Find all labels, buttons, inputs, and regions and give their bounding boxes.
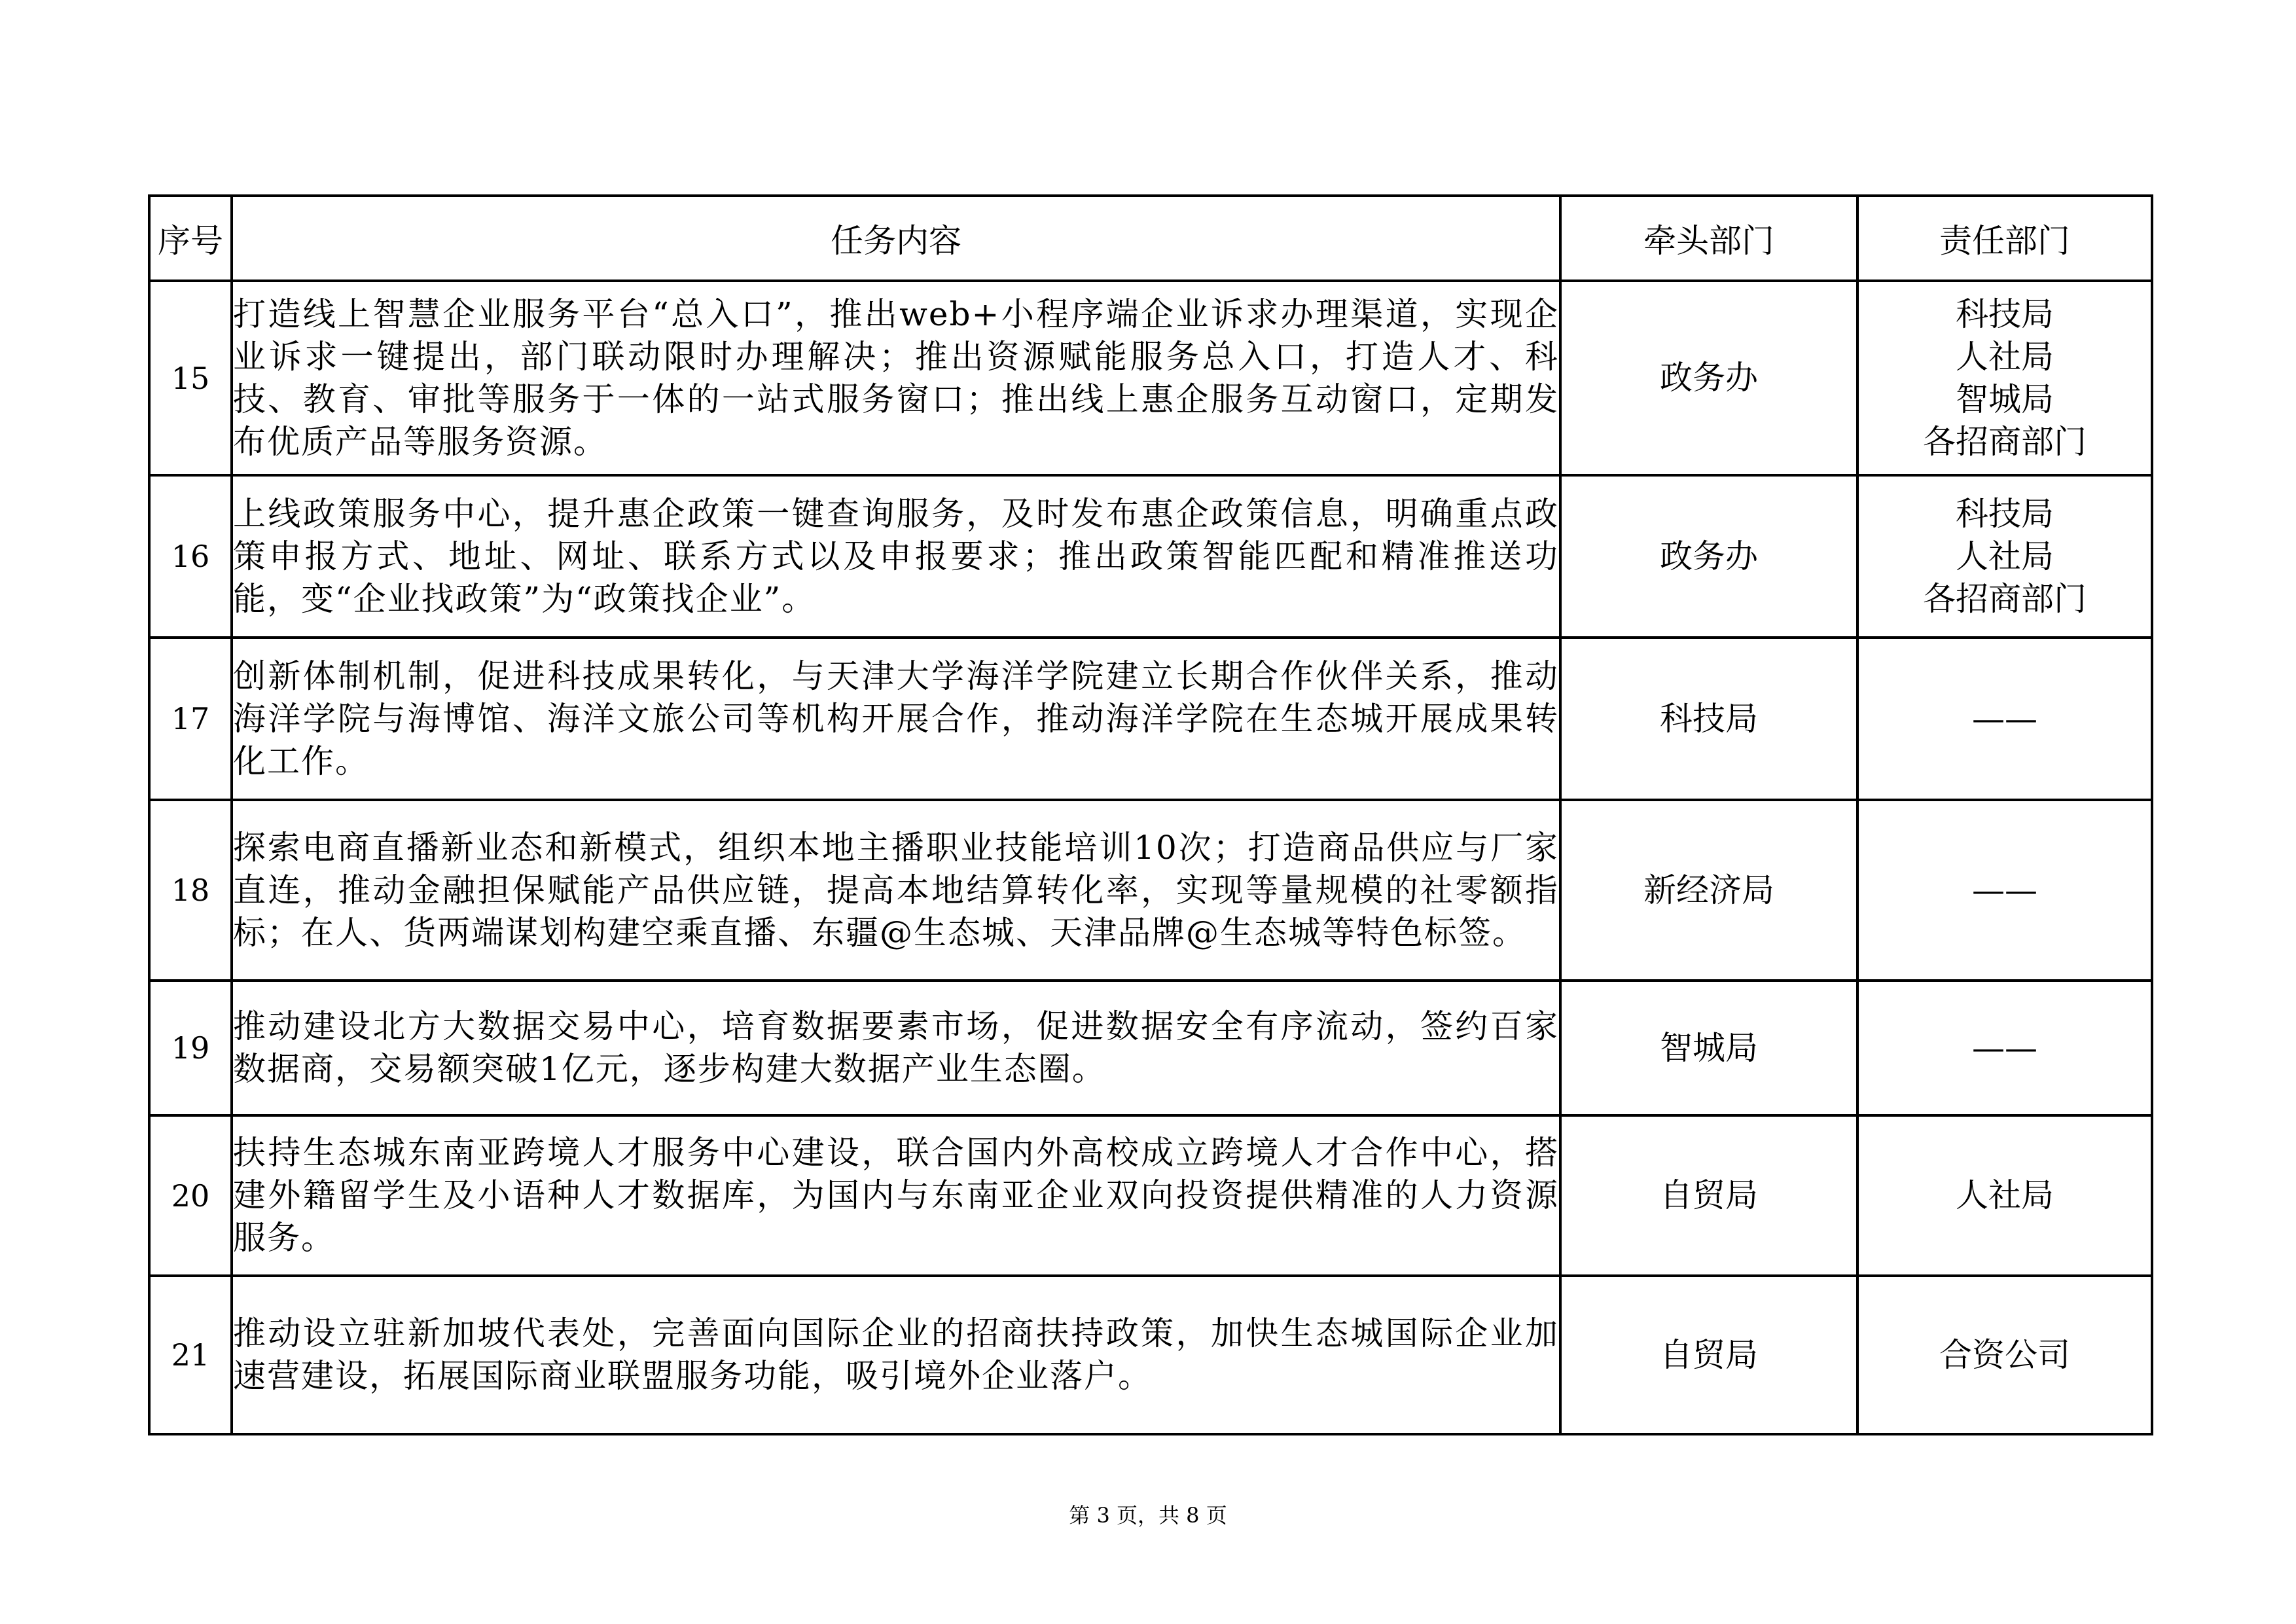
responsible-departments	[1857, 281, 2152, 475]
table-row	[149, 281, 2152, 475]
task-content: 推动设立驻新加坡代表处，完善面向国际企业的招商扶持政策，加快生态城国际企业加速营建设，拓展国际商业联盟服务功能，吸引境外企业落户。	[232, 1276, 1560, 1434]
table-row	[149, 800, 2152, 981]
page-footer: 第 3 页，共 8 页	[1069, 1503, 1227, 1528]
responsible-department: ——	[1972, 1028, 2037, 1067]
row-number: 19	[149, 981, 232, 1115]
lead-department: 科技局	[1560, 638, 1857, 800]
task-content: 推动建设北方大数据交易中心，培育数据要素市场，促进数据安全有序流动，签约百家数据商，交易额突破1亿元，逐步构建大数据产业生态圈。	[232, 981, 1560, 1115]
responsible-department: 人社局	[1956, 1176, 2054, 1214]
responsible-department: 合资公司	[1939, 1335, 2070, 1374]
table-row	[149, 981, 2152, 1115]
row-number: 17	[149, 638, 232, 800]
header-resp: 责任部门	[1857, 196, 2152, 281]
responsible-department: 科技局	[1956, 494, 2054, 533]
responsible-department: ——	[1972, 871, 2037, 909]
task-content: 打造线上智慧企业服务平台“总入口”，推出web+小程序端企业诉求办理渠道，实现企业诉求一键提出，部门联动限时办理解决；推出资源赋能服务总入口，打造人才、科技、教育、审批等服务于一体的一站式服务窗口；推出线上惠企服务互动窗口，定期发布优质产品等服务资源。	[232, 281, 1560, 475]
responsible-department: 各招商部门	[1923, 579, 2087, 618]
task-content: 创新体制机制，促进科技成果转化，与天津大学海洋学院建立长期合作伙伴关系，推动海洋学院与海博馆、海洋文旅公司等机构开展合作，推动海洋学院在生态城开展成果转化工作。	[232, 638, 1560, 800]
lead-department: 智城局	[1560, 981, 1857, 1115]
responsible-department: 人社局	[1956, 337, 2054, 376]
responsible-departments	[1857, 981, 2152, 1115]
responsible-departments	[1857, 475, 2152, 638]
responsible-departments	[1857, 800, 2152, 981]
table-row	[149, 1115, 2152, 1276]
header-lead: 牵头部门	[1560, 196, 1857, 281]
responsible-departments	[1857, 1115, 2152, 1276]
table-row	[149, 638, 2152, 800]
lead-department: 新经济局	[1560, 800, 1857, 981]
responsible-department: ——	[1972, 699, 2037, 738]
task-content: 上线政策服务中心，提升惠企政策一键查询服务，及时发布惠企政策信息，明确重点政策申报方式、地址、网址、联系方式以及申报要求；推出政策智能匹配和精准推送功能，变“企业找政策”为“政策找企业”。	[232, 475, 1560, 638]
lead-department: 政务办	[1560, 281, 1857, 475]
lead-department: 自贸局	[1560, 1276, 1857, 1434]
responsible-department: 科技局	[1956, 295, 2054, 333]
task-content: 扶持生态城东南亚跨境人才服务中心建设，联合国内外高校成立跨境人才合作中心，搭建外籍留学生及小语种人才数据库，为国内与东南亚企业双向投资提供精准的人力资源服务。	[232, 1115, 1560, 1276]
row-number: 16	[149, 475, 232, 638]
row-number: 20	[149, 1115, 232, 1276]
responsible-department: 智城局	[1956, 380, 2054, 418]
table-row	[149, 475, 2152, 638]
row-number: 21	[149, 1276, 232, 1434]
header-no: 序号	[149, 196, 232, 281]
responsible-department: 人社局	[1956, 537, 2054, 575]
lead-department: 政务办	[1560, 475, 1857, 638]
table-row	[149, 1276, 2152, 1434]
responsible-departments	[1857, 638, 2152, 800]
header-content: 任务内容	[232, 196, 1560, 281]
task-table	[148, 194, 2153, 1435]
row-number: 18	[149, 800, 232, 981]
task-content: 探索电商直播新业态和新模式，组织本地主播职业技能培训10次；打造商品供应与厂家直连，推动金融担保赋能产品供应链，提高本地结算转化率，实现等量规模的社零额指标；在人、货两端谋划构建空乘直播、东疆@生态城、天津品牌@生态城等特色标签。	[232, 800, 1560, 981]
responsible-department: 各招商部门	[1923, 422, 2087, 461]
table-header-row	[149, 196, 2152, 281]
row-number: 15	[149, 281, 232, 475]
lead-department: 自贸局	[1560, 1115, 1857, 1276]
responsible-departments	[1857, 1276, 2152, 1434]
